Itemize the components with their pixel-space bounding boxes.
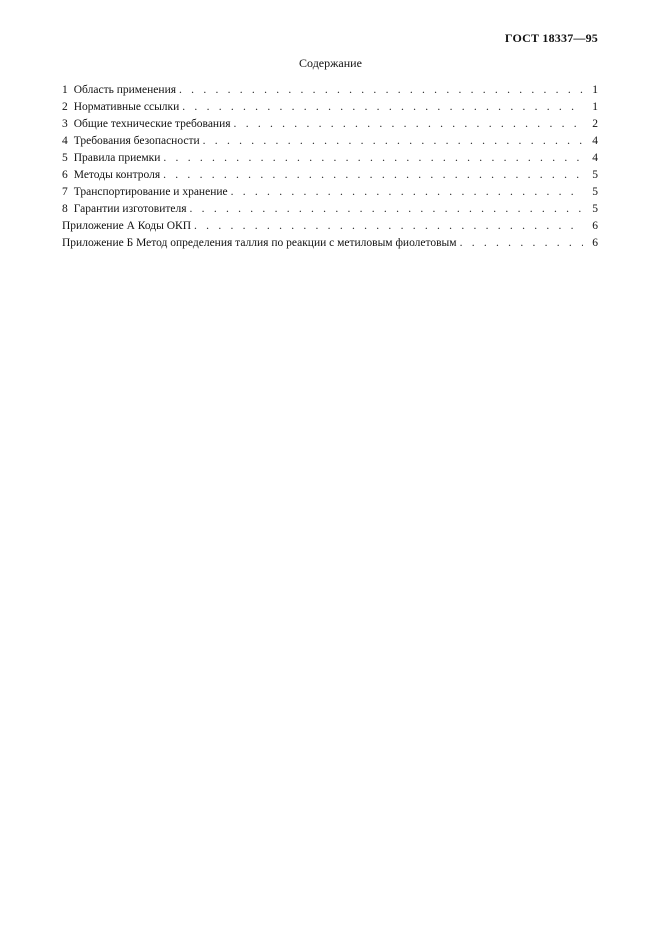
toc-entry[interactable] <box>62 184 598 201</box>
toc-entry-number: 8 <box>62 203 68 215</box>
toc-entry-label <box>62 184 228 201</box>
toc-entry-number: 5 <box>62 152 68 164</box>
toc-entry[interactable] <box>62 99 598 116</box>
document-code: ГОСТ 18337—95 <box>504 31 598 45</box>
toc-entry-appendix[interactable] <box>62 218 598 235</box>
toc-entry-label <box>62 133 200 150</box>
toc-entry-text: Правила приемки <box>73 152 161 164</box>
toc-entry[interactable] <box>62 116 598 133</box>
toc-entry-text: Область применения <box>73 84 177 96</box>
toc-entry-page: 4 <box>592 135 598 147</box>
toc-entry-label <box>62 116 231 133</box>
toc-entry-page: 6 <box>592 237 598 249</box>
toc-entry-label <box>62 99 179 116</box>
dot-leader <box>234 116 583 133</box>
toc-entry-page: 1 <box>592 101 598 113</box>
dot-leader <box>460 235 583 252</box>
toc-entry-label <box>62 82 176 99</box>
toc-entry-page: 5 <box>592 186 598 198</box>
toc-entry-label <box>62 235 457 252</box>
toc-entry-page: 5 <box>592 203 598 215</box>
toc-entry-number: 4 <box>62 135 68 147</box>
toc-entry[interactable] <box>62 133 598 150</box>
toc-entry-text: Транспортирование и хранение <box>73 186 228 198</box>
toc-entry-number: 6 <box>62 169 68 181</box>
toc-entry-number: 2 <box>62 101 68 113</box>
toc-entry-text: Приложение А Коды ОКП <box>62 220 192 232</box>
toc-entry-label <box>62 167 160 184</box>
dot-leader <box>194 218 583 235</box>
dot-leader <box>179 82 583 99</box>
toc-entry-page: 1 <box>592 84 598 96</box>
toc-entry[interactable] <box>62 201 598 218</box>
toc-entry-appendix[interactable] <box>62 235 598 252</box>
dot-leader <box>182 99 583 116</box>
toc-entry-text: Методы контроля <box>73 169 161 181</box>
dot-leader <box>231 184 583 201</box>
toc-entry-number: 1 <box>62 84 68 96</box>
toc-entry-label <box>62 150 160 167</box>
toc-entry[interactable] <box>62 82 598 99</box>
toc-entry-text: Гарантии изготовителя <box>73 203 187 215</box>
toc-entry-text: Нормативные ссылки <box>73 101 180 113</box>
table-of-contents <box>62 82 598 252</box>
toc-entry-label <box>62 218 191 235</box>
toc-entry-text: Общие технические требования <box>73 118 231 130</box>
toc-entry-page: 6 <box>592 220 598 232</box>
dot-leader <box>163 167 583 184</box>
toc-entry[interactable] <box>62 167 598 184</box>
toc-entry-text: Требования безопасности <box>73 135 200 147</box>
toc-title: Содержание <box>299 56 362 70</box>
toc-entry-label <box>62 201 187 218</box>
toc-entry[interactable] <box>62 150 598 167</box>
toc-entry-number: 7 <box>62 186 68 198</box>
toc-entry-number: 3 <box>62 118 68 130</box>
dot-leader <box>190 201 583 218</box>
dot-leader <box>203 133 583 150</box>
toc-entry-page: 2 <box>592 118 598 130</box>
toc-entry-page: 5 <box>592 169 598 181</box>
toc-entry-text: Приложение Б Метод определения таллия по реакции с метиловым фиолетовым <box>62 237 457 249</box>
toc-entry-page: 4 <box>592 152 598 164</box>
dot-leader <box>163 150 583 167</box>
